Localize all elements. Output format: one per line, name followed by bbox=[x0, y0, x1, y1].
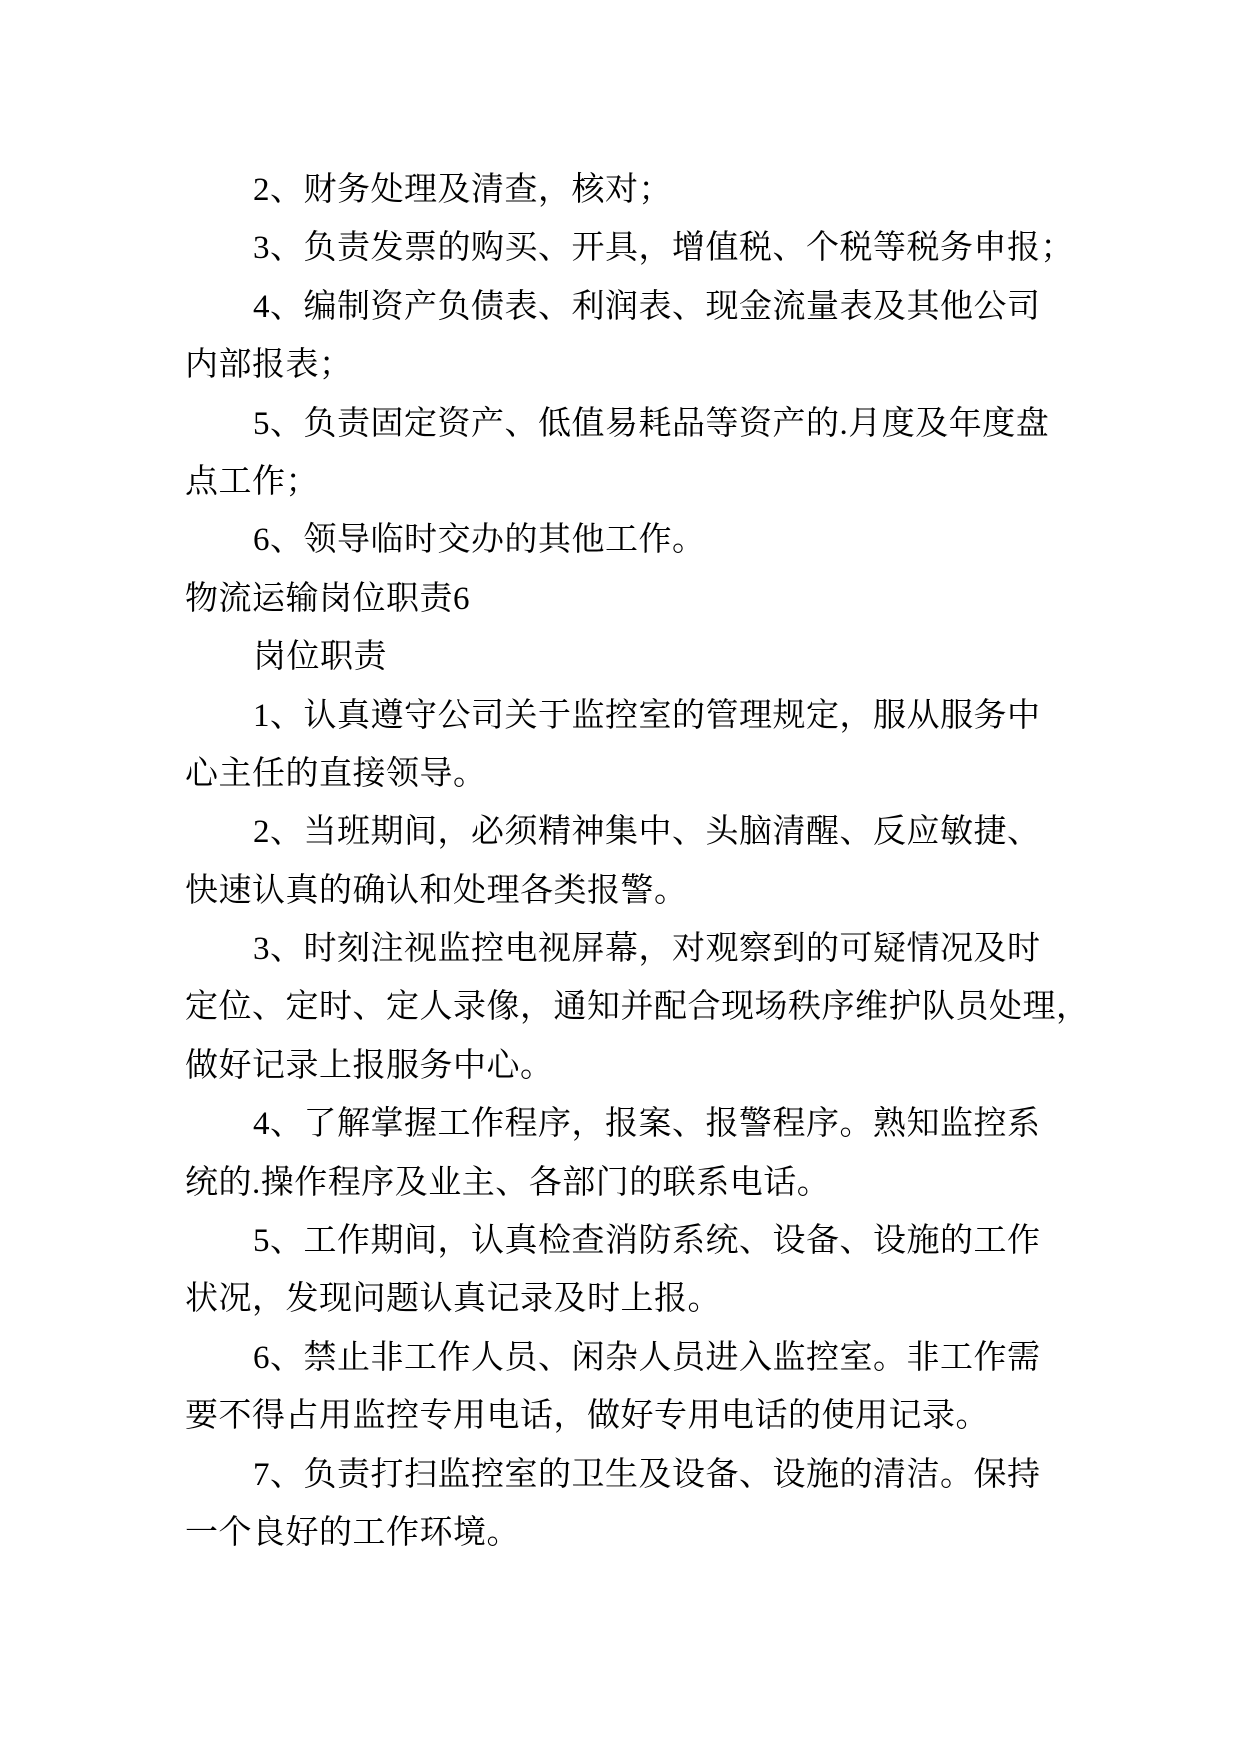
text-line: 快速认真的确认和处理各类报警。 bbox=[185, 872, 688, 909]
text-line: 做好记录上报服务中心。 bbox=[185, 1047, 554, 1084]
text-line: 状况，发现问题认真记录及时上报。 bbox=[185, 1281, 721, 1318]
text-line: 统的.操作程序及业主、各部门的联系电话。 bbox=[185, 1164, 831, 1201]
text-line: 点工作； bbox=[185, 463, 319, 500]
text-line: 3、时刻注视监控电视屏幕，对观察到的可疑情况及时 bbox=[253, 931, 1041, 968]
text-line: 3、负责发票的购买、开具，增值税、个税等税务申报； bbox=[253, 230, 1074, 267]
text-line: 内部报表； bbox=[185, 347, 353, 384]
text-line: 2、财务处理及清查，核对； bbox=[253, 172, 672, 208]
text-line: 5、工作期间，认真检查消防系统、设备、设施的工作 bbox=[253, 1223, 1041, 1260]
text-line: 一个良好的工作环境。 bbox=[185, 1514, 520, 1551]
text-line: 心主任的直接领导。 bbox=[185, 755, 487, 792]
text-line: 4、编制资产负债表、利润表、现金流量表及其他公司 bbox=[253, 288, 1041, 325]
text-line: 岗位职责 bbox=[253, 639, 387, 676]
text-line: 1、认真遵守公司关于监控室的管理规定，服从服务中 bbox=[253, 697, 1041, 734]
text-line: 要不得占用监控专用电话，做好专用电话的使用记录。 bbox=[185, 1398, 989, 1435]
text-line: 7、负责打扫监控室的卫生及设备、设施的清洁。保持 bbox=[253, 1456, 1041, 1493]
text-line: 5、负责固定资产、低值易耗品等资产的.月度及年度盘 bbox=[253, 405, 1050, 442]
text-line: 4、了解掌握工作程序，报案、报警程序。熟知监控系 bbox=[253, 1106, 1041, 1143]
section-heading: 物流运输岗位职责6 bbox=[185, 580, 470, 617]
text-line: 6、领导临时交办的其他工作。 bbox=[253, 522, 706, 559]
text-line: 定位、定时、定人录像，通知并配合现场秩序维护队员处理， bbox=[185, 989, 1090, 1026]
text-line: 6、禁止非工作人员、闲杂人员进入监控室。非工作需 bbox=[253, 1339, 1041, 1376]
text-line: 2、当班期间，必须精神集中、头脑清醒、反应敏捷、 bbox=[253, 814, 1041, 851]
document-body bbox=[185, 161, 1090, 1562]
